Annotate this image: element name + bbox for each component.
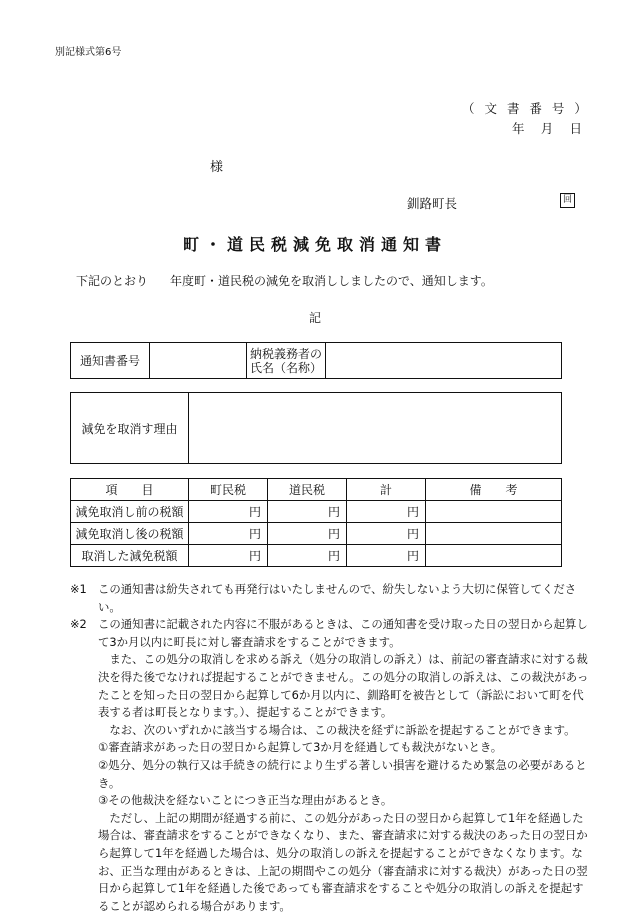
note-1-mark: ※1 [70,582,87,596]
form-label: 別記様式第6号 [55,47,122,58]
total-cell[interactable]: 円 [347,523,426,545]
date-year: 年 [512,121,525,136]
note-1-text: この通知書は紛失されても再発行はいたしませんので、紛失しないよう大切に保管してください。 [98,582,577,614]
note-paragraph-exceptions: なお、次のいずれかに該当する場合は、この裁決を経ずに訴訟を提起することができます。 [109,722,576,737]
note-1 [70,581,590,616]
row-label: 減免取消し後の税額 [71,523,189,545]
town-tax-cell[interactable]: 円 [189,523,268,545]
col-header-total: 計 [347,479,426,501]
col-header-pref-tax: 道民税 [268,479,347,501]
remarks-cell[interactable] [426,523,562,545]
tax-amount-table [70,478,562,567]
reason-table [70,392,562,464]
table-row [71,545,562,567]
col-header-town-tax: 町民税 [189,479,268,501]
row-label: 減免取消し前の税額 [71,501,189,523]
table-header-row [71,479,562,501]
addressee-suffix: 様 [210,160,224,175]
note-item-3: ③その他裁決を経ないことにつき正当な理由があるとき。 [98,793,393,808]
notice-number-label: 通知書番号 [71,343,150,379]
note-paragraph-deadline: ただし、上記の期間が経過する前に、この処分があった日の翌日から起算して1年を経過した場合は、審査請求をすることができなくなり、また、審査請求に対する裁決のあった日の翌日から起算して1年を経過した場合は、処分の取消しの訴えを提起することができなくなります。なお、正当な理由があるときは、上記の期間やこの処分（審査請求に対する裁決）があった日の翌日から起算して1年を経過した後であっても審査請求をすることや処分の取消しの訴えを提起することが認められる場合があります。 [98,810,588,913]
reason-field[interactable] [189,393,562,464]
remarks-cell[interactable] [426,545,562,567]
intro-suffix: 年度町・道民税の減免を取消ししましたので、通知します。 [170,274,493,288]
seal-mark: 回 [560,193,575,208]
taxpayer-name-field[interactable] [326,343,562,379]
note-paragraph-appeal: また、この処分の取消しを求める訴え（処分の取消しの訴え）は、前記の審査請求に対する裁決を得た後でなければ提起することができません。この処分の取消しの訴えは、この裁決があったことを知った日の翌日から起算して6か月以内に、釧路町を被告として（訴訟において町を代表する者は町長となります。）、提起することができます。 [98,652,589,720]
note-2-text: この通知書に記載された内容に不服があるときは、この通知書を受け取った日の翌日から起算して3か月以内に町長に対し審査請求をすることができます。 [98,617,588,649]
date-day: 日 [569,121,582,136]
col-header-remarks: 備 考 [426,479,562,501]
note-2 [70,616,590,651]
pref-tax-cell[interactable]: 円 [268,545,347,567]
intro-text [76,272,493,289]
note-item-1: ①審査請求があった日の翌日から起算して3か月を経過しても裁決がないとき。 [98,740,503,755]
document-number: （ 文 書 番 号 ） [462,101,590,116]
pref-tax-cell[interactable]: 円 [268,501,347,523]
issue-date [512,119,582,137]
total-cell[interactable]: 円 [347,545,426,567]
notice-info-table [70,342,562,379]
issuer-name: 釧路町長 [407,196,458,211]
col-header-item: 項 目 [71,479,189,501]
intro-prefix: 下記のとおり [76,274,149,288]
date-month: 月 [540,121,554,136]
taxpayer-name-label [247,343,326,379]
remarks-cell[interactable] [426,501,562,523]
taxpayer-label-line2: 氏名（名称） [249,360,322,375]
document-title: 町・道民税減免取消通知書 [182,235,447,254]
town-tax-cell[interactable]: 円 [189,545,268,567]
total-cell[interactable]: 円 [347,501,426,523]
table-row [71,523,562,545]
table-row [71,501,562,523]
ki-heading: 記 [308,311,321,325]
note-item-2: ②処分、処分の執行又は手続きの続行により生ずる著しい損害を避けるため緊急の必要があるとき。 [98,757,587,790]
row-label: 取消した減免税額 [71,545,189,567]
taxpayer-label-line1: 納税義務者の [249,346,322,361]
notice-number-field[interactable] [150,343,247,379]
town-tax-cell[interactable]: 円 [189,501,268,523]
note-2-mark: ※2 [70,617,87,632]
reason-label: 減免を取消す理由 [71,393,189,464]
pref-tax-cell[interactable]: 円 [268,523,347,545]
notes-section [70,581,590,915]
